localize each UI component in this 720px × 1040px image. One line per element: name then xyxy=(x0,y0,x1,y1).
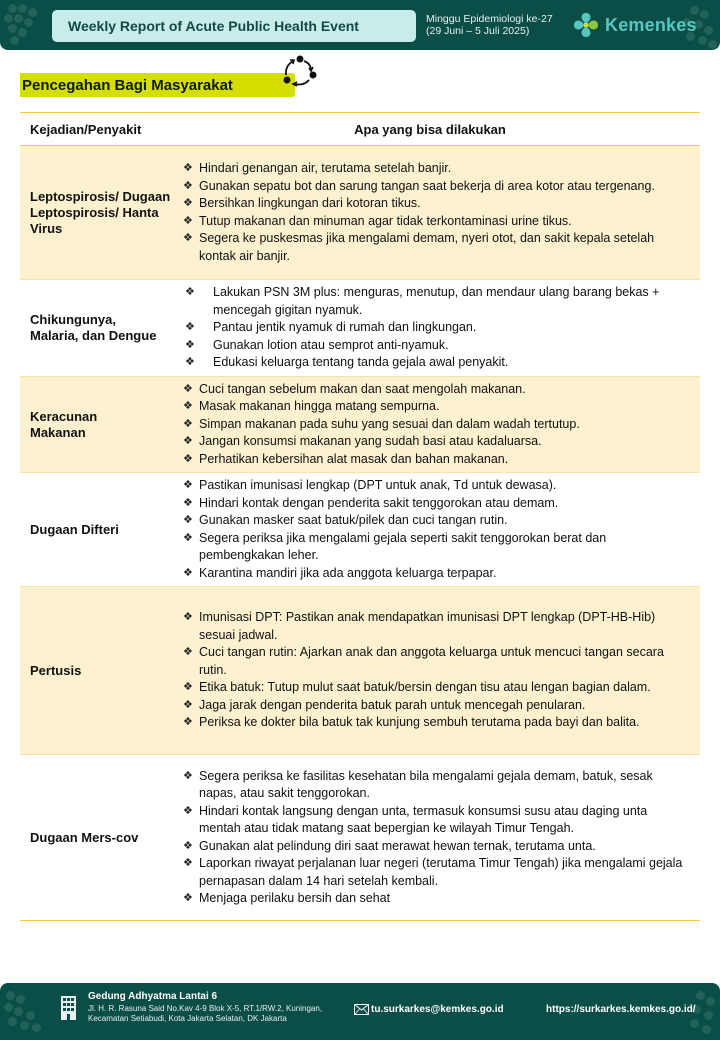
diamond-bullet-icon: ❖ xyxy=(183,839,193,852)
section-title-bar xyxy=(20,73,295,97)
kemenkes-logo-text: Kemenkes xyxy=(605,14,697,35)
action-item: ❖ Simpan makanan pada suhu yang sesuai dan dalam wadah tertutup. xyxy=(183,416,690,434)
diamond-bullet-icon: ❖ xyxy=(183,804,193,817)
diamond-bullet-icon: ❖ xyxy=(183,698,193,711)
action-item: ❖ Bersihkan lingkungan dari kotoran tikus. xyxy=(183,195,690,213)
action-list xyxy=(180,281,700,375)
action-item: ❖ Laporkan riwayat perjalanan luar negeri (terutama Timur Tengah) jika mengalami gejala pernapasan dalam 14 hari setelah kembali. xyxy=(183,855,690,890)
epi-week-number: Minggu Epidemiologi ke-27 xyxy=(426,13,553,25)
report-title: Weekly Report of Acute Public Health Event xyxy=(68,18,359,34)
address-title: Gedung Adhyatma Lantai 6 xyxy=(88,991,218,1002)
website-link[interactable]: https://surkarkes.kemkes.go.id/ xyxy=(546,1004,696,1015)
mail-icon xyxy=(354,1004,369,1015)
table-row xyxy=(20,587,700,755)
diamond-bullet-icon: ❖ xyxy=(183,514,193,526)
diamond-bullet-icon: ❖ xyxy=(183,479,193,491)
table-row xyxy=(20,377,700,473)
action-item: ❖ Hindari kontak langsung dengan unta, termasuk konsumsi susu atau daging unta mentah atau tidak matang saat bepergian ke wilayah Timur Tengah. xyxy=(183,803,690,838)
address-text: Jl. H. R. Rasuna Said No.Kav 4-9 Blok X-5, RT.1/RW.2, Kuningan, Kecamatan Setiabudi, Kota Jakarta Selatan, DK Jakarta xyxy=(88,1004,323,1023)
action-list xyxy=(180,765,700,911)
decorative-pattern-footer-left xyxy=(2,987,46,1039)
diamond-bullet-icon: ❖ xyxy=(183,769,193,782)
disease-name: Leptospirosis/ Dugaan Leptospirosis/ Hanta Virus xyxy=(30,188,171,236)
action-item: ❖ Masak makanan hingga matang sempurna. xyxy=(183,398,690,416)
action-item: ❖ Pantau jentik nyamuk di rumah dan lingkungan. xyxy=(183,319,690,337)
epi-week-dates: (29 Juni – 5 Juli 2025) xyxy=(426,25,530,37)
action-item: ❖ Perhatikan kebersihan alat masak dan bahan makanan. xyxy=(183,451,690,469)
decorative-pattern-left xyxy=(4,2,44,48)
action-list xyxy=(180,157,700,268)
column-header-actions: Apa yang bisa dilakukan xyxy=(354,121,506,137)
epi-week-info xyxy=(426,13,553,37)
action-item: ❖ Tutup makanan dan minuman agar tidak terkontaminasi urine tikus. xyxy=(183,213,690,231)
report-footer xyxy=(0,983,720,1040)
disease-name: Dugaan Difteri xyxy=(30,521,119,537)
diamond-bullet-icon: ❖ xyxy=(183,857,193,869)
action-item: ❖ Cuci tangan rutin: Ajarkan anak dan anggota keluarga untuk mencuci tangan secara rutin. xyxy=(183,644,690,679)
table-row xyxy=(20,473,700,587)
report-header xyxy=(0,0,720,50)
diamond-bullet-icon: ❖ xyxy=(183,197,193,209)
diamond-bullet-icon: ❖ xyxy=(183,681,193,694)
action-item: ❖ Segera periksa jika mengalami gejala seperti sakit tenggorokan berat dan pembengkakan leher. xyxy=(183,530,690,565)
action-item: ❖ Gunakan masker saat batuk/pilek dan cuci tangan rutin. xyxy=(183,512,690,530)
diamond-bullet-icon: ❖ xyxy=(185,321,195,334)
diamond-bullet-icon: ❖ xyxy=(183,716,193,729)
report-title-box xyxy=(52,10,416,42)
diamond-bullet-icon: ❖ xyxy=(183,531,193,544)
action-item: ❖ Lakukan PSN 3M plus: menguras, menutup, dan mendaur ulang barang bekas + mencegah gigitan nyamuk. xyxy=(183,284,690,319)
section-title: Pencegahan Bagi Masyarakat xyxy=(22,76,233,94)
kemenkes-logo-icon xyxy=(572,11,600,39)
action-item: ❖ Pastikan imunisasi lengkap (DPT untuk anak, Td untuk dewasa). xyxy=(183,477,690,495)
diamond-bullet-icon: ❖ xyxy=(185,356,195,369)
diamond-bullet-icon: ❖ xyxy=(183,435,193,448)
diamond-bullet-icon: ❖ xyxy=(183,566,193,579)
action-item: ❖ Karantina mandiri jika ada anggota keluarga terpapar. xyxy=(183,565,690,583)
action-item: ❖ Jaga jarak dengan penderita batuk parah untuk mencegah penularan. xyxy=(183,697,690,715)
diamond-bullet-icon: ❖ xyxy=(183,417,193,430)
action-item: ❖ Imunisasi DPT: Pastikan anak mendapatkan imunisasi DPT lengkap (DPT-HB-Hib) sesuai jadwal. xyxy=(183,609,690,644)
table-header xyxy=(20,112,700,146)
diamond-bullet-icon: ❖ xyxy=(183,232,193,244)
email-contact[interactable] xyxy=(354,1004,504,1015)
table-row xyxy=(20,146,700,280)
action-item: ❖ Hindari genangan air, terutama setelah banjir. xyxy=(183,160,690,178)
diamond-bullet-icon: ❖ xyxy=(183,214,193,227)
diamond-bullet-icon: ❖ xyxy=(183,179,193,192)
action-item: ❖ Menjaga perilaku bersih dan sehat xyxy=(183,890,690,908)
action-item: ❖ Gunakan sepatu bot dan sarung tangan saat bekerja di area kotor atau tergenang. xyxy=(183,178,690,196)
diamond-bullet-icon: ❖ xyxy=(183,400,193,413)
disease-name: Keracunan Makanan xyxy=(30,408,98,440)
diamond-bullet-icon: ❖ xyxy=(183,646,193,659)
disease-name: Chikungunya, Malaria, dan Dengue xyxy=(30,312,157,343)
action-item: ❖ Cuci tangan sebelum makan dan saat mengolah makanan. xyxy=(183,381,690,399)
action-item: ❖ Jangan konsumsi makanan yang sudah basi atau kadaluarsa. xyxy=(183,433,690,451)
action-item: ❖ Periksa ke dokter bila batuk tak kunjung sembuh terutama pada bayi dan balita. xyxy=(183,714,690,732)
action-item: ❖ Gunakan alat pelindung diri saat merawat hewan ternak, terutama unta. xyxy=(183,838,690,856)
column-header-disease: Kejadian/Penyakit xyxy=(30,121,142,137)
action-item: ❖ Gunakan lotion atau semprot anti-nyamuk. xyxy=(183,337,690,355)
diamond-bullet-icon: ❖ xyxy=(183,611,193,624)
action-item: ❖ Etika batuk: Tutup mulut saat batuk/bersin dengan tisu atau lengan bagian dalam. xyxy=(183,679,690,697)
diamond-bullet-icon: ❖ xyxy=(183,162,193,174)
diamond-bullet-icon: ❖ xyxy=(185,286,195,299)
diamond-bullet-icon: ❖ xyxy=(183,892,193,904)
action-item: ❖ Edukasi keluarga tentang tanda gejala awal penyakit. xyxy=(183,354,690,372)
kemenkes-logo xyxy=(572,11,697,39)
email-link[interactable]: tu.surkarkes@kemkes.go.id xyxy=(371,1004,504,1015)
cycle-arrows-icon xyxy=(280,53,320,93)
building-icon xyxy=(60,995,77,1021)
table-row xyxy=(20,755,700,921)
diamond-bullet-icon: ❖ xyxy=(183,452,193,465)
diamond-bullet-icon: ❖ xyxy=(183,496,193,509)
action-list xyxy=(180,474,700,585)
table-row xyxy=(20,280,700,377)
disease-name: Pertusis xyxy=(30,662,82,678)
disease-name: Dugaan Mers-cov xyxy=(30,829,139,845)
action-item: ❖ Hindari kontak dengan penderita sakit tenggorokan atau demam. xyxy=(183,495,690,513)
action-item: ❖ Segera ke puskesmas jika mengalami demam, nyeri otot, dan sakit kepala setelah kontak air banjir. xyxy=(183,230,690,265)
diamond-bullet-icon: ❖ xyxy=(185,338,195,351)
action-item: ❖ Segera periksa ke fasilitas kesehatan bila mengalami gejala demam, batuk, sesak napas, atau sakit tenggorokan. xyxy=(183,768,690,803)
diamond-bullet-icon: ❖ xyxy=(183,382,193,395)
prevention-table xyxy=(20,112,700,921)
action-list xyxy=(180,606,700,735)
action-list xyxy=(180,378,700,472)
